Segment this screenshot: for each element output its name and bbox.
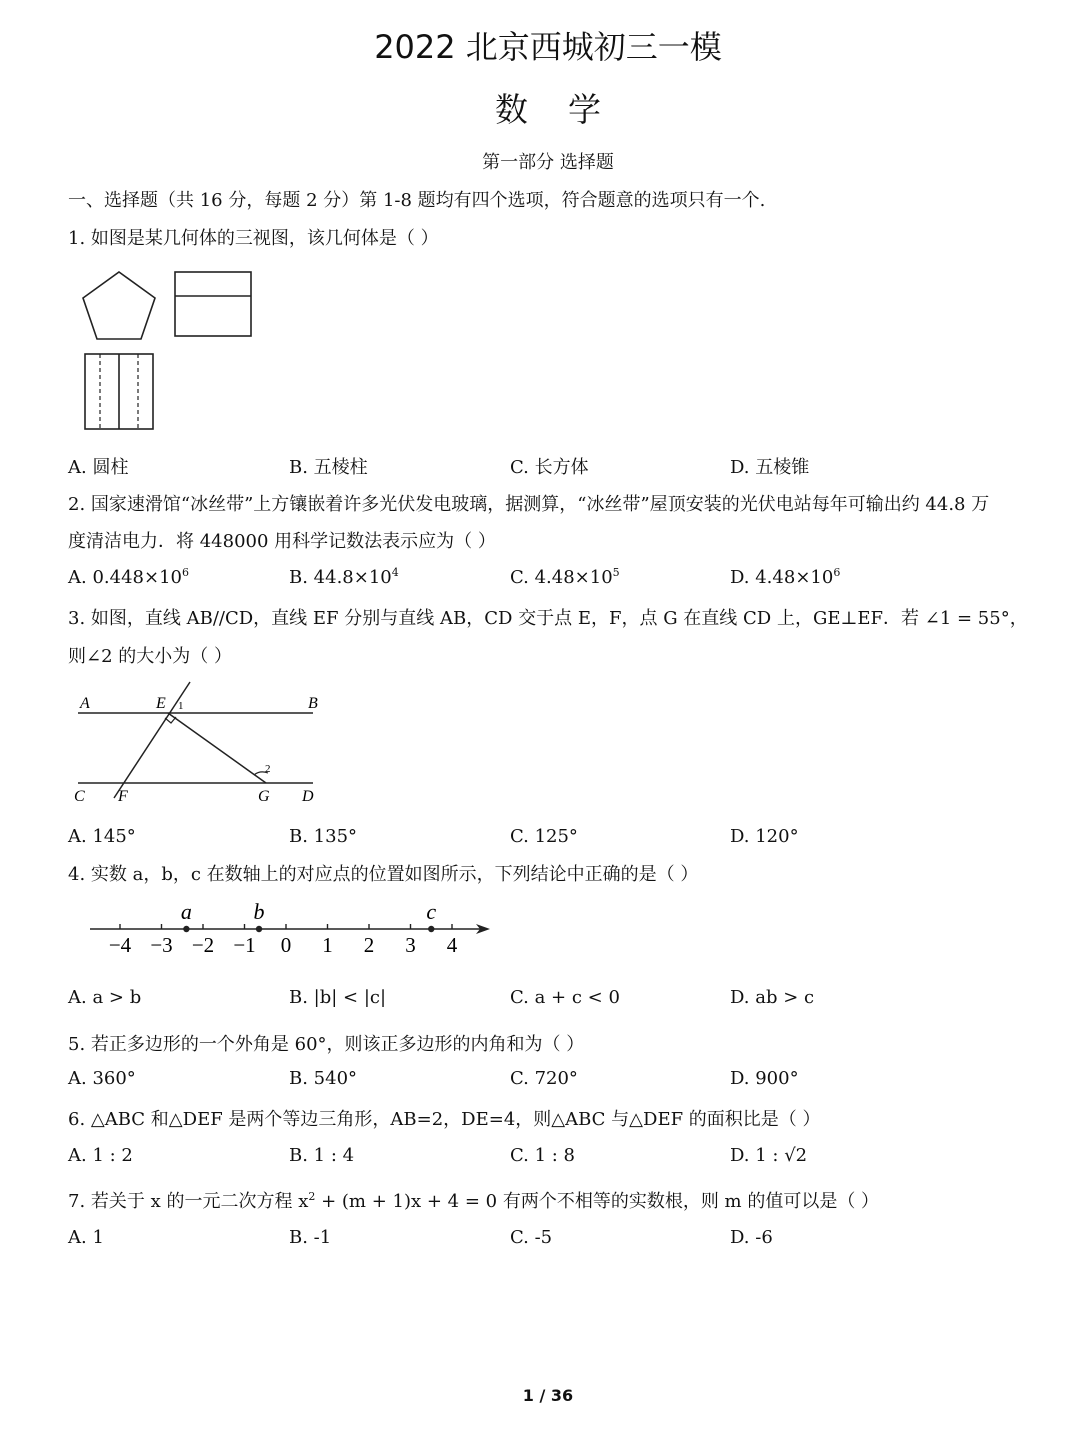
part-heading: 第一部分 选择题 (482, 152, 614, 173)
label-f: F (118, 788, 128, 805)
question-4-option-a[interactable]: A. a > b (68, 987, 142, 1008)
three-view-figure (75, 262, 265, 437)
number-line-tick-label: −1 (233, 933, 256, 957)
question-1-option-c[interactable]: C. 长方体 (510, 457, 589, 478)
label-a: A (80, 695, 90, 712)
number-line-point-label: a (180, 899, 192, 924)
number-line-tick-label: −3 (150, 933, 173, 957)
segment-eg (168, 713, 266, 783)
question-3-stem-line2: 则∠2 的大小为（ ） (68, 646, 232, 667)
question-5-option-c[interactable]: C. 720° (510, 1068, 578, 1089)
question-4-option-d[interactable]: D. ab > c (730, 987, 815, 1008)
question-2-option-a[interactable]: A. $0.448\times 10^6$ (68, 566, 189, 588)
question-4-stem: 4. 实数 a，b，c 在数轴上的对应点的位置如图所示，下列结论中正确的是（ ） (68, 864, 699, 885)
number-line-point (256, 926, 262, 932)
parallel-lines-figure (68, 678, 338, 813)
question-1-option-a[interactable]: A. 圆柱 (68, 457, 129, 478)
question-6-option-c[interactable]: C. 1 : 8 (510, 1145, 575, 1166)
question-3-stem-line1: 3. 如图，直线 AB//CD，直线 EF 分别与直线 AB，CD 交于点 E，F，点 G 在直线 CD 上，GE⊥EF．若 ∠1 = 55°， (68, 608, 1028, 629)
question-7-option-d[interactable]: D. -6 (730, 1227, 773, 1248)
number-line-point (428, 926, 434, 932)
question-6-option-d[interactable]: D. 1 : √2 (730, 1145, 808, 1166)
number-line-point-label: b (253, 899, 265, 924)
pentagon-top-view (83, 272, 155, 339)
page-title: 2022 北京西城初三一模 (374, 28, 722, 66)
subject-title: 数学 (495, 90, 641, 129)
label-c: C (74, 788, 85, 805)
label-d: D (302, 788, 314, 805)
question-3-option-b[interactable]: B. 135° (289, 826, 358, 847)
question-1-option-d[interactable]: D. 五棱锥 (730, 457, 810, 478)
number-line-tick-label: 0 (280, 933, 292, 957)
question-3-option-a[interactable]: A. 145° (68, 826, 136, 847)
question-6-option-a[interactable]: A. 1 : 2 (68, 1145, 133, 1166)
number-line-point-label: c (426, 899, 437, 924)
label-angle-2: 2 (265, 763, 271, 775)
question-7-stem: 7. 若关于 x 的一元二次方程 $x^2 + (m + 1)x + 4 = 0$ 有两个不相等的实数根，则 m 的值可以是（ ） (68, 1190, 880, 1212)
question-3-option-c[interactable]: C. 125° (510, 826, 578, 847)
section-intro: 一、选择题（共 16 分，每题 2 分）第 1-8 题均有四个选项，符合题意的选项只有一个. (68, 190, 766, 211)
number-line-tick-label: 1 (322, 933, 333, 957)
question-5-option-d[interactable]: D. 900° (730, 1068, 799, 1089)
number-line-tick-label: −4 (108, 933, 132, 957)
question-2-option-d[interactable]: D. $4.48\times 10^6$ (730, 566, 841, 588)
question-3-option-d[interactable]: D. 120° (730, 826, 799, 847)
number-line-point (183, 926, 189, 932)
question-1-stem: 1. 如图是某几何体的三视图，该几何体是（ ） (68, 228, 439, 249)
question-2-stem-line1: 2. 国家速滑馆“冰丝带”上方镶嵌着许多光伏发电玻璃，据测算，“冰丝带”屋顶安装的光伏电站每年可输出约 44.8 万 (68, 494, 990, 515)
number-line-figure (80, 895, 500, 965)
label-g: G (258, 788, 270, 805)
question-5-stem: 5. 若正多边形的一个外角是 60°，则该正多边形的内角和为（ ） (68, 1034, 585, 1055)
question-7-option-b[interactable]: B. -1 (289, 1227, 332, 1248)
label-b: B (308, 695, 318, 712)
question-4-option-c[interactable]: C. a + c < 0 (510, 987, 620, 1008)
number-line-tick-label: 2 (363, 933, 375, 957)
question-2-stem-line2: 度清洁电力．将 448000 用科学记数法表示应为（ ） (68, 531, 496, 552)
front-view-rect (175, 272, 251, 336)
question-6-stem: 6. △ABC 和△DEF 是两个等边三角形，AB=2，DE=4，则△ABC 与△DEF 的面积比是（ ） (68, 1109, 821, 1130)
page-number: 1 / 36 (522, 1386, 574, 1405)
label-angle-1: 1 (178, 700, 184, 712)
question-7-option-a[interactable]: A. 1 (68, 1227, 104, 1248)
question-2-option-c[interactable]: C. $4.48\times 10^5$ (510, 566, 620, 588)
number-line-tick-label: −2 (191, 933, 215, 957)
label-e: E (156, 695, 166, 712)
question-4-option-b[interactable]: B. |b| < |c| (289, 987, 387, 1008)
question-1-option-b[interactable]: B. 五棱柱 (289, 457, 368, 478)
question-2-option-b[interactable]: B. $44.8\times 10^4$ (289, 566, 399, 588)
question-7-option-c[interactable]: C. -5 (510, 1227, 553, 1248)
question-5-option-b[interactable]: B. 540° (289, 1068, 358, 1089)
number-line-tick-label: 3 (405, 933, 416, 957)
question-6-option-b[interactable]: B. 1 : 4 (289, 1145, 355, 1166)
question-5-option-a[interactable]: A. 360° (68, 1068, 136, 1089)
number-line-tick-label: 4 (446, 933, 458, 957)
